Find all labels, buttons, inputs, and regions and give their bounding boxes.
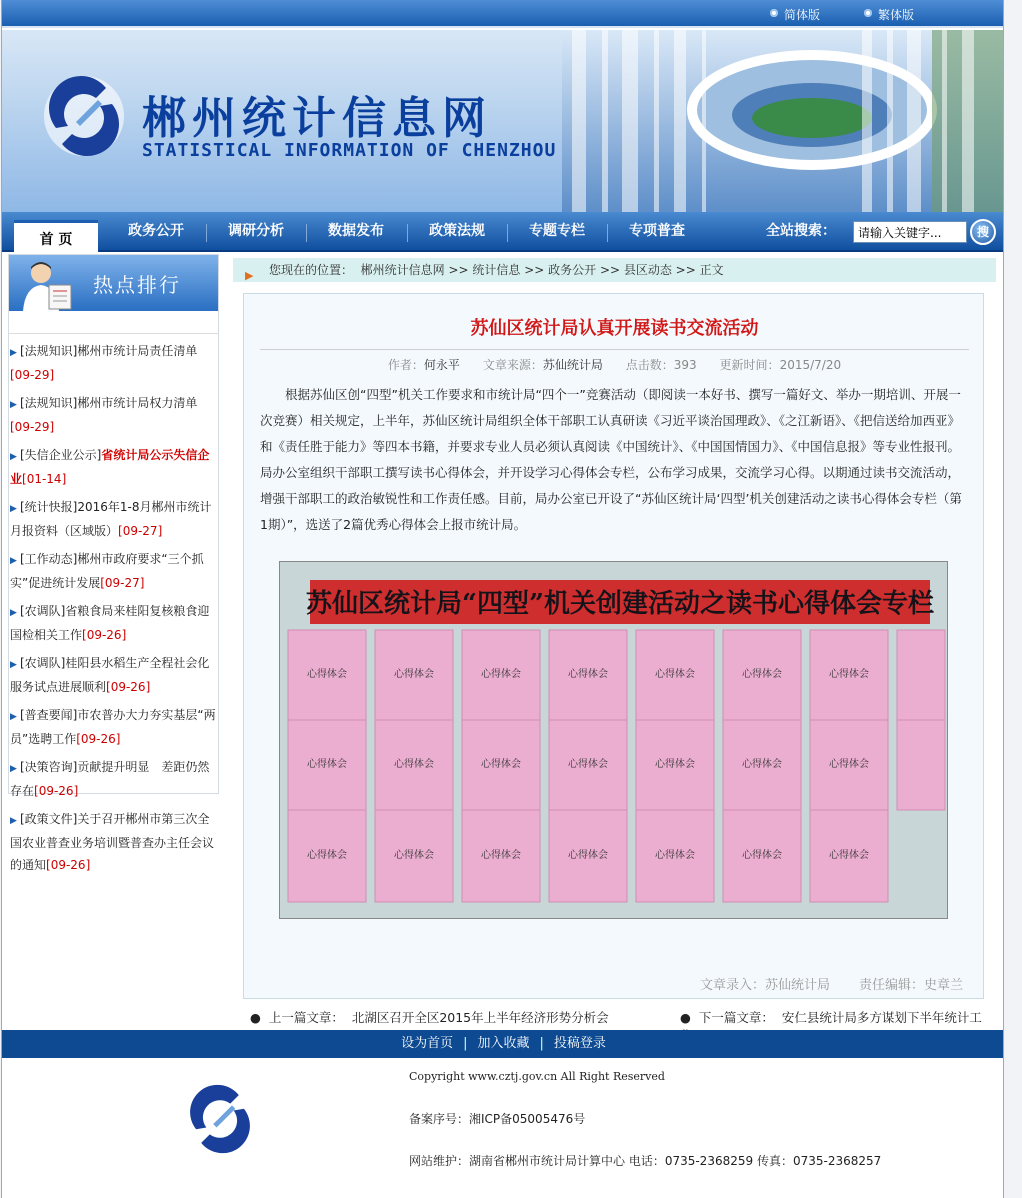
notice-board-image (280, 562, 948, 919)
set-homepage-link[interactable]: 设为首页 (401, 1036, 454, 1051)
svg-text:心得体会: 心得体会 (568, 669, 608, 680)
article-photo (279, 561, 948, 919)
source: 苏仙统计局 (542, 358, 603, 372)
panel-title: 热点排行 (93, 273, 181, 297)
list-item[interactable]: ▶ [统计快报]2016年1-8月郴州市统计月报资料（区域版）[09-27] (10, 500, 212, 538)
arrow-icon: ▶ (10, 556, 17, 566)
photo-banner-text: 苏仙区统计局“四型”机关创建活动之读书心得体会专栏 (306, 589, 934, 619)
article-title: 苏仙区统计局认真开展读书交流活动 (470, 318, 759, 339)
person-icon (19, 259, 75, 311)
next-article[interactable]: ● 下一篇文章： 安仁县统计局多方谋划下半年统计工 (680, 1010, 982, 1025)
svg-text:心得体会: 心得体会 (394, 850, 434, 861)
site-title: 郴州统计信息网 (142, 93, 492, 144)
list-item[interactable]: ▶ [工作动态]郴州市政府要求“三个抓实”促进统计发展[09-27] (10, 552, 204, 590)
svg-text:心得体会: 心得体会 (655, 669, 695, 680)
arrow-icon: ▶ (10, 816, 17, 826)
svg-text:心得体会: 心得体会 (307, 850, 347, 861)
svg-text:心得体会: 心得体会 (829, 850, 869, 861)
article-footer-meta: 文章录入：苏仙统计局 责任编辑：史章兰 (700, 978, 963, 993)
nav-special-topics[interactable]: 专题专栏 (529, 223, 585, 239)
svg-text:心得体会: 心得体会 (829, 669, 869, 680)
list-item[interactable]: ▶ [决策咨询]贡献提升明显 差距仍然存在[09-26] (10, 760, 210, 798)
updated-date: 2015/7/20 (779, 358, 842, 372)
list-item[interactable]: ▶ [失信企业公示]省统计局公示失信企业[01-14] (10, 448, 210, 486)
list-item[interactable]: ▶ [法规知识]郴州市统计局责任清单 [09-29] (10, 344, 198, 382)
svg-text:心得体会: 心得体会 (829, 759, 869, 770)
list-item[interactable]: ▶ [政策文件]关于召开郴州市第三次全国农业普查业务培训暨普查办主任会议的通知[09-26] (10, 812, 215, 872)
search-label: 全站搜索： (766, 223, 836, 239)
traditional-chinese-link[interactable]: 繁体版 (862, 6, 914, 23)
list-item[interactable]: ▶ [普查要闻]市农普办大力夯实基层“两员”选聘工作[09-26] (10, 708, 216, 746)
entry-by: 苏仙统计局 (765, 978, 831, 993)
arrow-icon: ▶ (10, 452, 17, 462)
add-favorite-link[interactable]: 加入收藏 (477, 1036, 530, 1051)
page (1, 0, 1004, 1198)
divider (260, 349, 969, 350)
nav-data-release[interactable]: 数据发布 (328, 223, 384, 239)
search-input[interactable] (853, 221, 967, 243)
svg-text:心得体会: 心得体会 (742, 759, 782, 770)
svg-text:心得体会: 心得体会 (742, 850, 782, 861)
arrow-icon: ▶ (10, 504, 17, 514)
hits: 393 (673, 358, 697, 372)
breadcrumb-label: 您现在的位置： (269, 263, 354, 277)
prev-article[interactable]: ● 上一篇文章： 北湖区召开全区2015年上半年经济形势分析会 (250, 1010, 609, 1025)
list-item[interactable]: ▶ [农调队]省粮食局来桂阳复核粮食迎国检相关工作[09-26] (10, 604, 210, 642)
arrow-icon: ▶ (10, 348, 17, 358)
article-body: 根据苏仙区创“四型”机关工作要求和市统计局“四个一”竞赛活动（即阅读一本好书、撰写一篇好文、举办一期培训、开展一次竞赛）相关规定，上半年，苏仙区统计局组织全体干部职工认真研读《习近平谈治国理政》、《之江新语》、《把信送给加西亚》和《责任胜于能力》等四本书籍，并要求专业人员必须认真阅读《中国统计》、《中国国情国力》、《中国信息报》等专业性报刊。局办公室组织干部职工撰写读书心得体会，并开设学习心得体会专栏，公布学习成果，交流学习心得。以期通过读书交流活动，增强干部职工的政治敏锐性和工作责任感。目前，局办公室已开设了“苏仙区统计局‘四型’机关创建活动之读书心得体会专栏（第1期）”，选送了2篇优秀心得体会上报市统计局。 (260, 387, 962, 532)
breadcrumb (233, 258, 996, 282)
arrow-icon: ▶ (10, 608, 17, 618)
svg-text:心得体会: 心得体会 (655, 850, 695, 861)
copyright: Copyright www.cztj.gov.cn All Right Reserved (409, 1070, 665, 1083)
header-banner (2, 30, 1004, 212)
author: 何永平 (423, 358, 460, 372)
breadcrumb-path[interactable]: 郴州统计信息网 >> 统计信息 >> 政务公开 >> 县区动态 >> 正文 (360, 263, 724, 277)
nav-home[interactable]: 首 页 (14, 220, 98, 260)
article-meta: 作者：何永平 文章来源：苏仙统计局 点击数：393 更新时间：2015/7/20 (387, 358, 842, 372)
list-item[interactable]: ▶ [法规知识]郴州市统计局权力清单 [09-29] (10, 396, 198, 434)
svg-text:心得体会: 心得体会 (394, 669, 434, 680)
bullet-icon: ▶ (245, 269, 254, 282)
maintainer-info: 网站维护：湖南省郴州市统计局计算中心 电话：0735-2368259 传真：0735-2368257 (409, 1154, 882, 1168)
site-subtitle: STATISTICAL INFORMATION OF CHENZHOU (142, 140, 557, 161)
arrow-icon: ▶ (10, 712, 17, 722)
article (243, 293, 984, 999)
simplified-chinese-link[interactable]: 简体版 (768, 6, 820, 23)
arrow-icon: ▶ (10, 764, 17, 774)
hot-ranking-panel (8, 254, 219, 872)
svg-text:心得体会: 心得体会 (568, 759, 608, 770)
top-bar (2, 0, 1004, 28)
svg-text:心得体会: 心得体会 (742, 669, 782, 680)
svg-text:心得体会: 心得体会 (481, 759, 521, 770)
nav-policy-regulations[interactable]: 政策法规 (429, 223, 485, 239)
site-logo-icon (36, 68, 132, 164)
editor: 史章兰 (923, 978, 963, 993)
list-item[interactable]: ▶ [农调队]桂阳县水稻生产全程社会化服务试点进展顺利[09-26] (10, 656, 210, 694)
icp-record: 备案序号：湘ICP备05005476号 (409, 1112, 586, 1126)
arrow-icon: ▶ (10, 400, 17, 410)
site-footer (2, 1058, 1004, 1198)
svg-text:心得体会: 心得体会 (481, 669, 521, 680)
svg-text:心得体会: 心得体会 (394, 759, 434, 770)
arrow-icon: ▶ (10, 660, 17, 670)
panel-header (9, 255, 218, 311)
search-button[interactable]: 搜 (970, 219, 996, 245)
hot-list (9, 333, 218, 876)
stadium-graphic (562, 30, 1004, 212)
svg-text:心得体会: 心得体会 (655, 759, 695, 770)
nav-special-census[interactable]: 专项普查 (629, 223, 685, 239)
footer-logo-icon (176, 1078, 264, 1160)
svg-text:心得体会: 心得体会 (307, 759, 347, 770)
svg-text:心得体会: 心得体会 (307, 669, 347, 680)
nav-government-affairs[interactable]: 政务公开 (128, 223, 184, 239)
svg-text:心得体会: 心得体会 (481, 850, 521, 861)
svg-text:心得体会: 心得体会 (568, 850, 608, 861)
footer-links: 设为首页 | 加入收藏 | 投稿登录 (2, 1030, 1004, 1058)
main-nav (2, 212, 1004, 252)
submit-login-link[interactable]: 投稿登录 (553, 1036, 606, 1051)
nav-research-analysis[interactable]: 调研分析 (228, 223, 284, 239)
